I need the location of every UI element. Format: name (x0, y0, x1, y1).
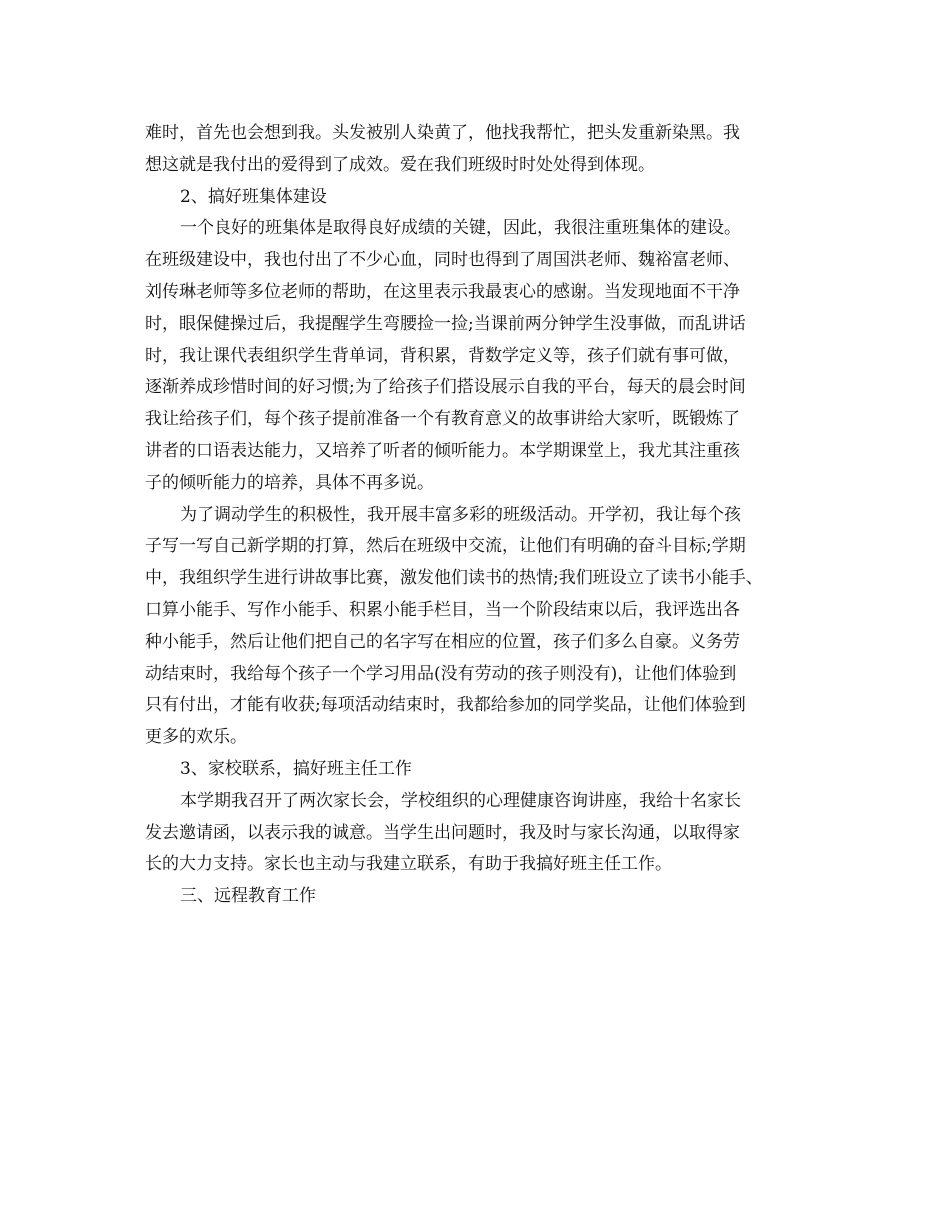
text-line: 种小能手，然后让他们把自己的名字写在相应的位置，孩子们多么自豪。义务劳 (145, 631, 740, 652)
text-line: 动结束时，我给每个孩子一个学习用品(没有劳动的孩子则没有)，让他们体验到 (145, 663, 737, 684)
paragraph-start: 一个良好的班集体是取得良好成绩的关键，因此，我很注重班集体的建设。 (180, 218, 741, 239)
text-line: 刘传琳老师等多位老师的帮助，在这里表示我最衷心的感谢。当发现地面不干净 (145, 281, 740, 302)
paragraph-start: 为了调动学生的积极性，我开展丰富多彩的班级活动。开学初，我让每个孩 (180, 504, 741, 525)
text-line: 时，眼保健操过后，我提醒学生弯腰捡一捡;当课前两分钟学生没事做，而乱讲话 (145, 313, 746, 334)
paragraph-start: 本学期我召开了两次家长会，学校组织的心理健康咨询讲座，我给十名家长 (180, 790, 741, 811)
text-line: 难时，首先也会想到我。头发被别人染黄了，他找我帮忙，把头发重新染黑。我 (145, 123, 740, 143)
document-body (145, 118, 815, 913)
text-line: 时，我让课代表组织学生背单词，背积累，背数学定义等，孩子们就有事可做， (145, 345, 740, 366)
text-line: 中，我组织学生进行讲故事比赛，激发他们读书的热情;我们班设立了读书小能手、 (145, 568, 763, 589)
text-line: 发去邀请函，以表示我的诚意。当学生出问题时，我及时与家长沟通，以取得家 (145, 822, 740, 843)
section-heading: 3、家校联系，搞好班主任工作 (180, 758, 412, 779)
text-line: 口算小能手、写作小能手、积累小能手栏目，当一个阶段结束以后，我评选出各 (145, 599, 740, 620)
text-line: 讲者的口语表达能力，又培养了听者的倾听能力。本学期课堂上，我尤其注重孩 (145, 440, 740, 461)
text-line: 子的倾听能力的培养，具体不再多说。 (145, 472, 434, 493)
text-line: 只有付出，才能有收获;每项活动结束时，我都给参加的同学奖品，让他们体验到 (145, 695, 746, 716)
text-line: 在班级建设中，我也付出了不少心血，同时也得到了周国洪老师、魏裕富老师、 (145, 250, 740, 271)
text-line: 我让给孩子们，每个孩子提前准备一个有教育意义的故事讲给大家听，既锻炼了 (145, 409, 740, 430)
text-line: 长的大力支持。家长也主动与我建立联系，有助于我搞好班主任工作。 (145, 854, 672, 875)
text-line: 想这就是我付出的爱得到了成效。爱在我们班级时时处处得到体现。 (145, 154, 655, 175)
text-line: 子写一写自己新学期的打算，然后在班级中交流，让他们有明确的奋斗目标;学期 (145, 536, 746, 557)
text-line: 逐渐养成珍惜时间的好习惯;为了给孩子们搭设展示自我的平台，每天的晨会时间 (145, 377, 746, 398)
section-heading: 2、搞好班集体建设 (180, 186, 327, 207)
text-line: 更多的欢乐。 (145, 727, 247, 748)
section-heading: 三、远程教育工作 (180, 886, 316, 907)
